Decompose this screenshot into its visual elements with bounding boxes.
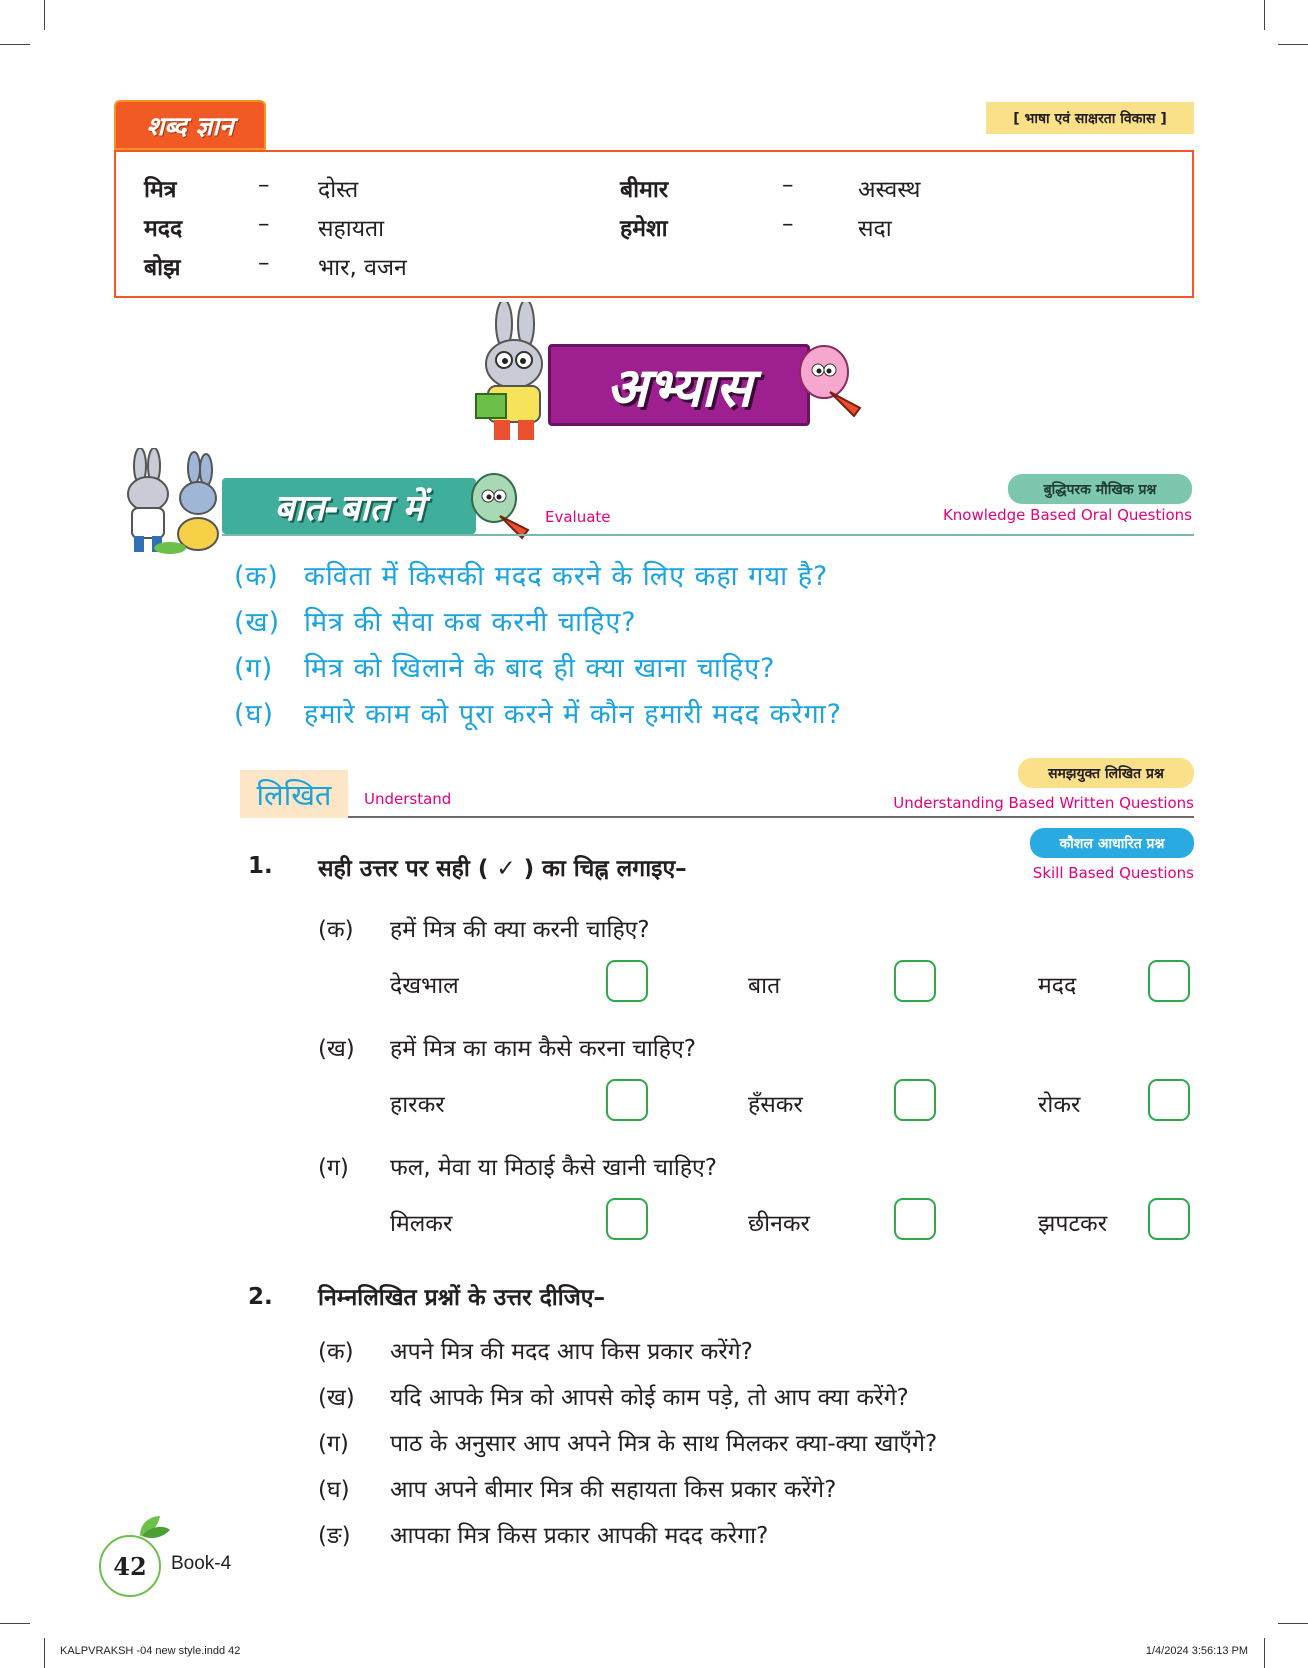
crop-mark [1264, 0, 1265, 30]
option-label: देखभाल [390, 973, 459, 999]
pencil-mascot-icon [794, 342, 866, 422]
section-divider [222, 534, 1194, 536]
sub-question-text: पाठ के अनुसार आप अपने मित्र के साथ मिलकर क्या-क्या खाएँगे? [390, 1431, 938, 1457]
answer-checkbox[interactable] [606, 1198, 648, 1240]
question-number: 1. [248, 853, 273, 879]
word-meaning: दोस्त [318, 177, 359, 203]
evaluate-label: Evaluate [545, 508, 611, 526]
sub-question-text: अपने मित्र की मदद आप किस प्रकार करेंगे? [390, 1339, 753, 1365]
section-title-shabd-gyan: शब्द ज्ञान [114, 100, 266, 150]
sub-question-marker: (ग) [318, 1155, 349, 1181]
word-meaning: अस्वस्थ [858, 177, 921, 203]
word-dash: – [258, 172, 270, 198]
word-dash: – [782, 211, 794, 237]
sub-question-marker: (क) [318, 1339, 354, 1365]
option-label: रोकर [1038, 1092, 1081, 1118]
option-label: मदद [1038, 973, 1077, 999]
oral-question-text: मित्र की सेवा कब करनी चाहिए? [304, 607, 637, 638]
crop-mark [1264, 1638, 1265, 1668]
answer-checkbox[interactable] [894, 960, 936, 1002]
crop-mark [44, 0, 45, 30]
pencil-mascot-icon [466, 468, 534, 544]
word-dash: – [782, 172, 794, 198]
sub-question-text: आप अपने बीमार मित्र की सहायता किस प्रकार करेंगे? [390, 1477, 837, 1503]
sub-question-text: यदि आपके मित्र को आपसे कोई काम पड़े, तो आप क्या करेंगे? [390, 1385, 909, 1411]
answer-checkbox[interactable] [894, 1079, 936, 1121]
oral-questions-tag-en: Knowledge Based Oral Questions [942, 506, 1192, 524]
word-term: हमेशा [620, 216, 668, 242]
option-label: झपटकर [1038, 1211, 1108, 1237]
sub-question-marker: (ख) [318, 1036, 355, 1062]
option-label: छीनकर [748, 1211, 810, 1237]
sub-question-marker: (ग) [318, 1431, 349, 1457]
oral-questions-tag: बुद्धिपरक मौखिक प्रश्न [1008, 474, 1192, 504]
written-questions-tag: समझयुक्त लिखित प्रश्न [1018, 758, 1194, 788]
word-term: बीमार [620, 177, 669, 203]
baat-baat-title: बात-बात में [274, 487, 424, 529]
sub-question-marker: (ङ) [318, 1523, 351, 1549]
print-footer-timestamp: 1/4/2024 3:56:13 PM [1145, 1645, 1248, 1657]
print-footer-file: KALPVRAKSH -04 new style.indd 42 [60, 1645, 241, 1657]
oral-question-marker: (ख) [234, 607, 281, 638]
sub-question-text: आपका मित्र किस प्रकार आपकी मदद करेगा? [390, 1523, 769, 1549]
book-label: Book-4 [171, 1553, 232, 1574]
oral-question-text: मित्र को खिलाने के बाद ही क्या खाना चाहिए? [304, 653, 776, 684]
sub-question-text: हमें मित्र का काम कैसे करना चाहिए? [390, 1036, 696, 1062]
skill-questions-tag-en: Skill Based Questions [1032, 864, 1194, 882]
word-term: मित्र [144, 177, 177, 203]
section-tag-bhasha: [ भाषा एवं साक्षरता विकास ] [986, 102, 1194, 134]
written-questions-tag-en: Understanding Based Written Questions [893, 794, 1194, 812]
option-label: हारकर [390, 1092, 445, 1118]
likhit-title: लिखित [240, 770, 348, 818]
crop-mark [1278, 44, 1308, 45]
crop-mark [0, 44, 30, 45]
crop-mark [44, 1638, 45, 1668]
oral-question-text: कविता में किसकी मदद करने के लिए कहा गया है? [304, 561, 829, 592]
sub-question-marker: (घ) [318, 1477, 350, 1503]
word-dash: – [258, 250, 270, 276]
word-dash: – [258, 211, 270, 237]
answer-checkbox[interactable] [1148, 960, 1190, 1002]
word-term: बोझ [144, 255, 181, 281]
answer-checkbox[interactable] [1148, 1198, 1190, 1240]
word-meaning: सदा [858, 216, 892, 242]
skill-questions-tag: कौशल आधारित प्रश्न [1030, 828, 1194, 858]
word-term: मदद [144, 216, 183, 242]
sub-question-text: हमें मित्र की क्या करनी चाहिए? [390, 917, 650, 943]
word-meaning: सहायता [318, 216, 385, 242]
oral-question-marker: (ग) [234, 653, 274, 684]
sub-question-marker: (ख) [318, 1385, 355, 1411]
sub-question-marker: (क) [318, 917, 354, 943]
understand-label: Understand [364, 790, 452, 808]
answer-checkbox[interactable] [606, 1079, 648, 1121]
answer-checkbox[interactable] [606, 960, 648, 1002]
answer-checkbox[interactable] [894, 1198, 936, 1240]
oral-question-marker: (क) [234, 561, 279, 592]
option-label: हँसकर [748, 1092, 803, 1118]
oral-question-marker: (घ) [234, 699, 275, 730]
word-meaning: भार, वजन [318, 255, 407, 281]
abhyas-title: अभ्यास [606, 356, 752, 419]
answer-checkbox[interactable] [1148, 1079, 1190, 1121]
crop-mark [1278, 1623, 1308, 1624]
page-number: 42 [113, 1552, 147, 1581]
sub-question-text: फल, मेवा या मिठाई कैसे खानी चाहिए? [390, 1155, 717, 1181]
question-number: 2. [248, 1284, 273, 1310]
option-label: बात [748, 973, 781, 999]
oral-question-text: हमारे काम को पूरा करने में कौन हमारी मदद करेगा? [304, 699, 842, 730]
option-label: मिलकर [390, 1211, 453, 1237]
question-title: निम्नलिखित प्रश्नों के उत्तर दीजिए– [318, 1285, 605, 1311]
section-divider [348, 816, 1194, 818]
rabbits-mascot-icon [110, 448, 224, 558]
crop-mark [0, 1623, 30, 1624]
question-title: सही उत्तर पर सही ( ✓ ) का चिह्न लगाइए– [318, 856, 687, 882]
